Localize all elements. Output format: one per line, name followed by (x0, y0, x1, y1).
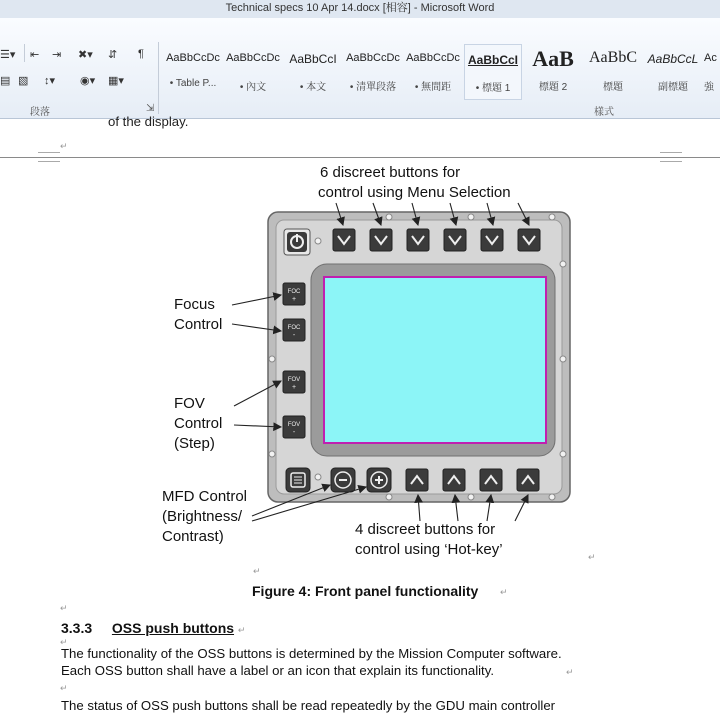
menu-button-2[interactable] (370, 229, 392, 251)
style-list-paragraph[interactable]: AaBbCcDc • 清單段落 (346, 52, 400, 93)
fov-button-plus[interactable] (283, 371, 305, 393)
svg-text:FOV: FOV (287, 422, 301, 428)
svg-text:-: - (292, 332, 296, 339)
window-title-bar (0, 0, 720, 19)
paragraph-mark-icon: ↵ (500, 587, 508, 597)
label-bottom-line2: control using ‘Hot-key’ (355, 541, 503, 558)
label-fov-line3: (Step) (174, 435, 215, 452)
svg-text:+: + (291, 296, 297, 303)
label-fov-line1: FOV (174, 395, 205, 412)
style-heading-2[interactable]: AaB 標題 2 (532, 46, 574, 93)
label-top-line2: control using Menu Selection (318, 184, 511, 201)
paragraph-mark-icon: ↵ (237, 625, 246, 635)
menu-button-3[interactable] (407, 229, 429, 251)
show-marks-icon[interactable]: ¶ (138, 48, 144, 60)
increase-indent-icon[interactable]: ⇥ (52, 49, 62, 61)
paragraph-mark-icon: ↵ (60, 683, 68, 693)
label-focus-line2: Control (174, 316, 223, 333)
mfd-menu-button[interactable] (286, 468, 310, 492)
line-spacing-icon[interactable]: ↕▾ (44, 75, 56, 87)
margin-mark (660, 152, 682, 153)
label-mfd-line3: Contrast) (162, 528, 224, 545)
svg-text:FOC: FOC (287, 325, 301, 331)
page-boundary (0, 157, 720, 158)
hotkey-button-1[interactable] (406, 469, 428, 491)
separator (24, 44, 25, 62)
foc-button-minus[interactable] (283, 319, 305, 341)
fov-button-minus[interactable] (283, 416, 305, 438)
label-top-line1: 6 discreet buttons for (320, 164, 461, 181)
margin-mark (38, 152, 60, 153)
multilevel-list-icon[interactable]: ☰▾ (0, 49, 16, 61)
menu-button-1[interactable] (333, 229, 355, 251)
paragraph-1-line-2: Each OSS button shall have a label or an icon that explain its functionality. (61, 663, 495, 678)
menu-button-4[interactable] (444, 229, 466, 251)
distribute-icon[interactable]: ▧ (18, 75, 29, 87)
section-title: OSS push buttons (111, 620, 235, 636)
display-screen (324, 277, 546, 443)
styles-gallery (164, 44, 720, 100)
justify-icon[interactable]: ▤ (0, 75, 11, 87)
window-title: Technical specs 10 Apr 14.docx [相容] - Microsoft Word (225, 2, 495, 14)
figure-caption: Figure 4: Front panel functionality (252, 583, 479, 599)
power-button[interactable] (284, 229, 310, 255)
style-no-spacing[interactable]: AaBbCcDc • 無間距 (406, 52, 460, 93)
style-strong[interactable]: Ac 強 (704, 52, 717, 93)
section-number: 3.3.3 (61, 620, 93, 636)
brightness-plus-button[interactable] (367, 468, 391, 492)
paragraph-2-line-1: The status of OSS push buttons shall be read repeatedly by the GDU main controller (61, 698, 556, 713)
label-bottom-line1: 4 discreet buttons for (355, 521, 496, 538)
styles-group-label: 樣式 (594, 107, 614, 118)
paragraph-mark-icon: ↵ (60, 603, 68, 613)
document-page[interactable] (0, 114, 720, 719)
paragraph-mark-icon: ↵ (588, 552, 596, 562)
paragraph-group-label: 段落 (30, 107, 50, 118)
paragraph-mark-icon: ↵ (60, 141, 68, 151)
svg-text:FOC: FOC (287, 289, 301, 295)
shading-icon[interactable]: ◉▾ (80, 75, 96, 87)
style-heading-1[interactable]: AaBbCcI • 標題 1 (464, 44, 522, 100)
style-body[interactable]: AaBbCcDc • 內文 (226, 52, 280, 93)
paragraph-mark-icon: ↵ (253, 566, 261, 576)
ribbon (0, 18, 720, 119)
style-text[interactable]: AaBbCcI • 本文 (289, 52, 337, 93)
brightness-minus-button[interactable] (331, 468, 355, 492)
svg-text:-: - (292, 429, 296, 436)
style-table-paragraph[interactable]: AaBbCcDc • Table P... (166, 52, 220, 89)
style-subtitle[interactable]: AaBbCcL 副標題 (647, 52, 699, 93)
style-title[interactable]: AaBbC 標題 (589, 49, 637, 93)
svg-text:+: + (291, 384, 297, 391)
menu-button-5[interactable] (481, 229, 503, 251)
dialog-launcher-icon[interactable]: ⇲ (146, 103, 155, 114)
section-heading (61, 620, 245, 636)
asian-layout-icon[interactable]: ✖▾ (78, 49, 93, 61)
figure-front-panel (0, 159, 720, 579)
separator (158, 42, 159, 114)
cut-off-line: of the display. (108, 114, 189, 129)
label-mfd-line2: (Brightness/ (162, 508, 243, 525)
label-mfd-line1: MFD Control (162, 488, 248, 505)
label-fov-line2: Control (174, 415, 223, 432)
paragraph-mark-icon: ↵ (566, 667, 574, 677)
borders-icon[interactable]: ▦▾ (108, 75, 124, 87)
hotkey-button-4[interactable] (517, 469, 539, 491)
svg-text:FOV: FOV (287, 377, 301, 383)
paragraph-1-line-1: The functionality of the OSS buttons is determined by the Mission Computer software. (61, 646, 562, 661)
hotkey-button-2[interactable] (443, 469, 465, 491)
menu-button-6[interactable] (518, 229, 540, 251)
paragraph-mark-icon: ↵ (60, 637, 68, 647)
sort-icon[interactable]: ⇵ (108, 49, 118, 61)
decrease-indent-icon[interactable]: ⇤ (30, 49, 40, 61)
hotkey-button-3[interactable] (480, 469, 502, 491)
foc-button-plus[interactable] (283, 283, 305, 305)
label-focus-line1: Focus (174, 296, 215, 313)
